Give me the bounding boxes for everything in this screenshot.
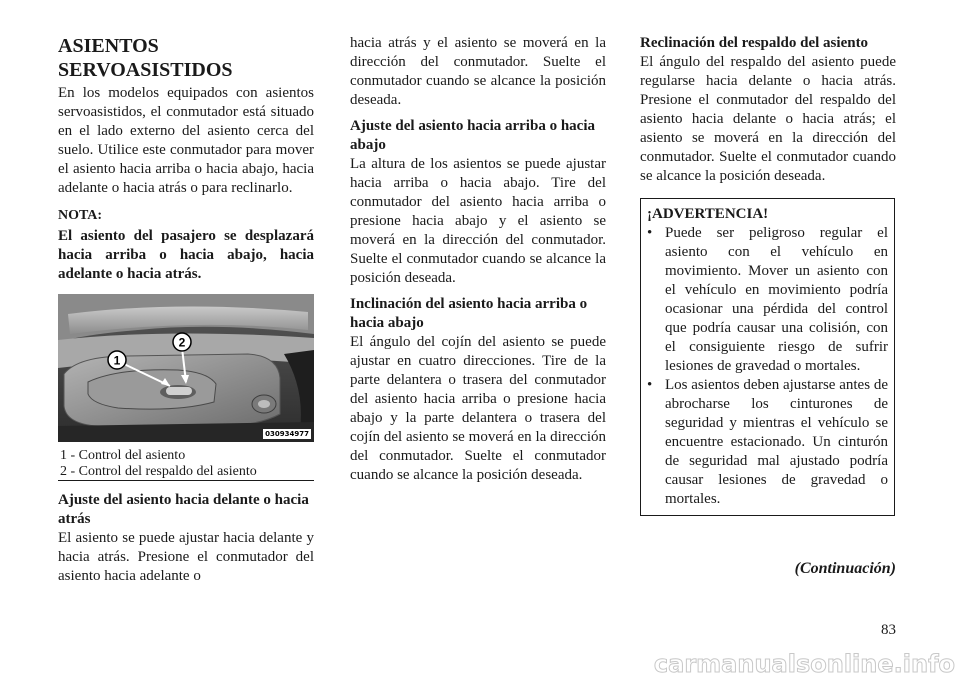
column-right	[640, 34, 896, 516]
section-title: ASIENTOS SERVOASISTIDOS	[58, 35, 233, 81]
note-text: El asiento del pasajero se desplazará hacia arriba o hacia abajo, hacia adelante o hacia atrás.	[58, 228, 314, 282]
watermark-text: carmanualsonline.info	[653, 650, 955, 678]
subsection-title-tilt: Inclinación del asiento hacia arriba o hacia abajo	[350, 296, 588, 331]
watermark	[0, 650, 960, 678]
subsection-title-updown: Ajuste del asiento hacia arriba o hacia abajo	[350, 118, 595, 153]
caption-seat-control: 1 - Control del asiento	[60, 448, 186, 463]
bullet-icon: •	[647, 377, 653, 393]
warning-item-text: Puede ser peligroso regular el asiento con el vehículo en movimiento. Mover un asiento con el vehículo en movimiento podría ocasionar una pérdida del control que podría causar una colisión, con el consiguiente riesgo de sufrir lesiones de gravedad o mortales.	[665, 225, 888, 374]
subsection-title-forward: Ajuste del asiento hacia delante o hacia atrás	[58, 492, 309, 527]
warning-box	[640, 198, 895, 516]
warning-title: ¡ADVERTENCIA!	[647, 206, 769, 222]
intro-paragraph: En los modelos equipados con asientos servoasistidos, el conmutador está situado en el lado externo del asiento cerca del suelo. Utilice este conmutador para mover el asiento hacia arriba o hacia abajo, hacia adelante o hacia atrás o para reclinarlo.	[58, 85, 314, 196]
continued-paragraph: hacia atrás y el asiento se moverá en la dirección del conmutador. Suelte el conmutador cuando se alcance la posición deseada.	[350, 35, 606, 108]
continued-label: (Continuación)	[794, 560, 896, 577]
column-left	[58, 34, 314, 586]
warning-item	[647, 224, 888, 376]
warning-item	[647, 376, 888, 509]
column-middle	[350, 34, 606, 485]
seat-control-figure	[58, 294, 314, 442]
callout-1-label: 1	[113, 353, 121, 368]
page-number: 83	[881, 622, 896, 638]
warning-list	[647, 224, 888, 509]
subsection-text-updown: La altura de los asientos se puede ajustar hacia arriba o hacia abajo. Tire del conmutador del asiento hacia arriba o presione hacia abajo y el asiento se moverá en la dirección del conmutador. Suelte el conmutador cuando se alcance la posición deseada.	[350, 156, 606, 286]
figure-code: 030934977	[265, 430, 309, 438]
warning-item-text: Los asientos deben ajustarse antes de abrocharse los cinturones de seguridad y mientras el vehículo se encuentre estacionado. Un cinturón de seguridad mal ajustado podría causar lesiones de gravedad o mortales.	[665, 377, 888, 507]
subsection-text-forward: El asiento se puede ajustar hacia delante y hacia atrás. Presione el conmutador del asiento hacia adelante o	[58, 530, 314, 584]
caption-backrest-control: 2 - Control del respaldo del asiento	[60, 464, 257, 479]
subsection-text-recline: El ángulo del respaldo del asiento puede regularse hacia delante o hacia atrás. Presione el conmutador del respaldo del asiento hacia delante o hacia atrás; el asiento se moverá en la dirección del conmutador. Suelte el conmutador cuando se alcance la posición deseada.	[640, 54, 896, 184]
subsection-title-recline: Reclinación del respaldo del asiento	[640, 35, 869, 51]
note-label: NOTA:	[58, 208, 103, 223]
subsection-text-tilt: El ángulo del cojín del asiento se puede ajustar en cuatro direcciones. Tire de la parte delantera o trasera del conmutador del asiento hacia arriba o presione hacia abajo y la parte delantera o trasera del cojín del asiento se moverá en la dirección del conmutador. Suelte el conmutador cuando se alcance la posición deseada.	[350, 334, 606, 483]
figure-captions	[58, 448, 314, 481]
bullet-icon: •	[647, 225, 653, 241]
seat-illustration	[58, 294, 314, 442]
callout-2-label: 2	[178, 335, 186, 350]
